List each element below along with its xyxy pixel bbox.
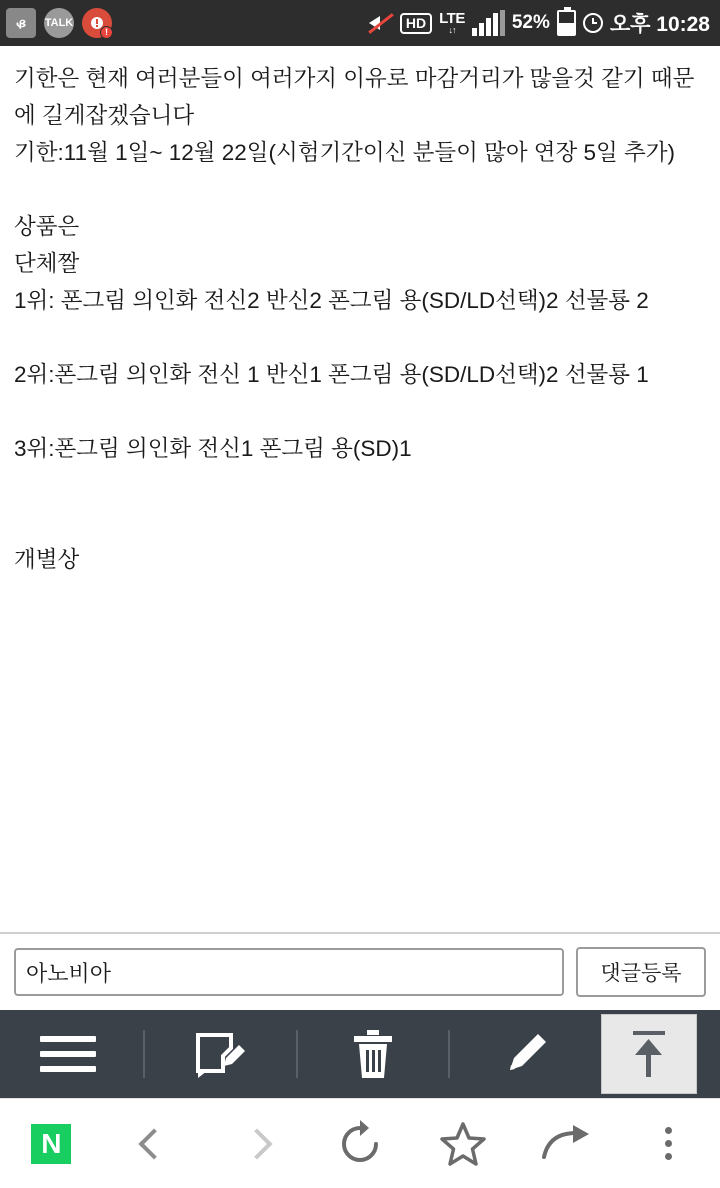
app-icon-kakaotalk: TALK xyxy=(44,8,74,38)
signal-bars-icon xyxy=(472,10,505,36)
reload-button[interactable] xyxy=(324,1112,396,1176)
post-paragraph: 기한:11월 1일~ 12월 22일(시험기간이신 분들이 많아 연장 5일 추가) xyxy=(14,140,675,165)
write-comment-button[interactable] xyxy=(176,1019,266,1089)
alert-badge-icon: ! xyxy=(100,26,113,39)
comment-submit-button[interactable]: 댓글등록 xyxy=(576,947,706,997)
toolbar-divider xyxy=(448,1030,450,1078)
comment-input[interactable] xyxy=(14,948,564,996)
app-icon-alert xyxy=(82,8,112,38)
hd-icon: HD xyxy=(400,13,432,34)
status-bar xyxy=(0,0,720,46)
battery-icon xyxy=(557,10,576,36)
toolbar-divider xyxy=(296,1030,298,1078)
content-spacer xyxy=(14,615,706,652)
menu-button[interactable] xyxy=(23,1019,113,1089)
delete-button[interactable] xyxy=(328,1019,418,1089)
arrow-up-icon xyxy=(625,1027,673,1081)
post-paragraph: 1위: 폰그림 의인화 전신2 반신2 폰그림 용(SD/LD선택)2 선물룡 2 xyxy=(14,288,649,313)
toolbar-divider xyxy=(143,1030,145,1078)
status-clock: 오후 10:28 xyxy=(609,13,710,36)
share-button[interactable] xyxy=(530,1112,602,1176)
star-icon xyxy=(439,1121,487,1167)
content-spacer xyxy=(14,504,706,541)
alarm-icon xyxy=(583,13,603,33)
app-toolbar xyxy=(0,1010,720,1098)
content-spacer xyxy=(14,467,706,504)
status-bar-notifications xyxy=(6,8,112,38)
post-paragraph: 2위:폰그림 의인화 전신 1 반신1 폰그림 용(SD/LD선택)2 선물룡 1 xyxy=(14,362,649,387)
post-paragraph: 기한은 현재 여러분들이 여러가지 이유로 마감거리가 많을것 같기 때문에 길게잡겠습니다 xyxy=(14,66,695,128)
post-paragraph: 3위:폰그림 의인화 전신1 폰그림 용(SD)1 xyxy=(14,436,412,461)
post-paragraph: 상품은 xyxy=(14,214,80,239)
naver-logo-icon: N xyxy=(31,1124,71,1164)
chevron-left-icon xyxy=(139,1128,170,1159)
hamburger-icon xyxy=(40,1027,96,1081)
bookmark-button[interactable] xyxy=(427,1112,499,1176)
scroll-top-button[interactable] xyxy=(601,1014,697,1094)
edit-button[interactable] xyxy=(481,1019,571,1089)
battery-percent-label: 52% xyxy=(511,12,550,33)
naver-home-button[interactable] xyxy=(15,1112,87,1176)
compose-icon xyxy=(193,1026,249,1082)
lte-icon: LTE ↓↑ xyxy=(439,10,465,35)
forward-button[interactable] xyxy=(221,1112,293,1176)
content-spacer xyxy=(14,171,706,208)
share-arrow-icon xyxy=(540,1124,592,1164)
pencil-icon xyxy=(498,1026,554,1082)
app-icon-generic: ᏸ xyxy=(6,8,36,38)
content-spacer xyxy=(14,393,706,430)
back-button[interactable] xyxy=(118,1112,190,1176)
comment-bar xyxy=(0,932,720,1010)
content-spacer xyxy=(14,578,706,615)
more-button[interactable] xyxy=(632,1112,704,1176)
post-paragraph: 개별상 xyxy=(14,547,80,572)
mute-icon xyxy=(367,11,393,35)
status-bar-indicators xyxy=(367,8,710,38)
post-paragraph: 단체짤 xyxy=(14,251,80,276)
trash-icon xyxy=(351,1028,395,1080)
chevron-right-icon xyxy=(242,1128,273,1159)
post-content xyxy=(0,46,720,932)
overflow-menu-icon xyxy=(665,1127,672,1160)
refresh-icon xyxy=(336,1120,384,1168)
content-spacer xyxy=(14,319,706,356)
browser-nav-bar xyxy=(0,1098,720,1188)
